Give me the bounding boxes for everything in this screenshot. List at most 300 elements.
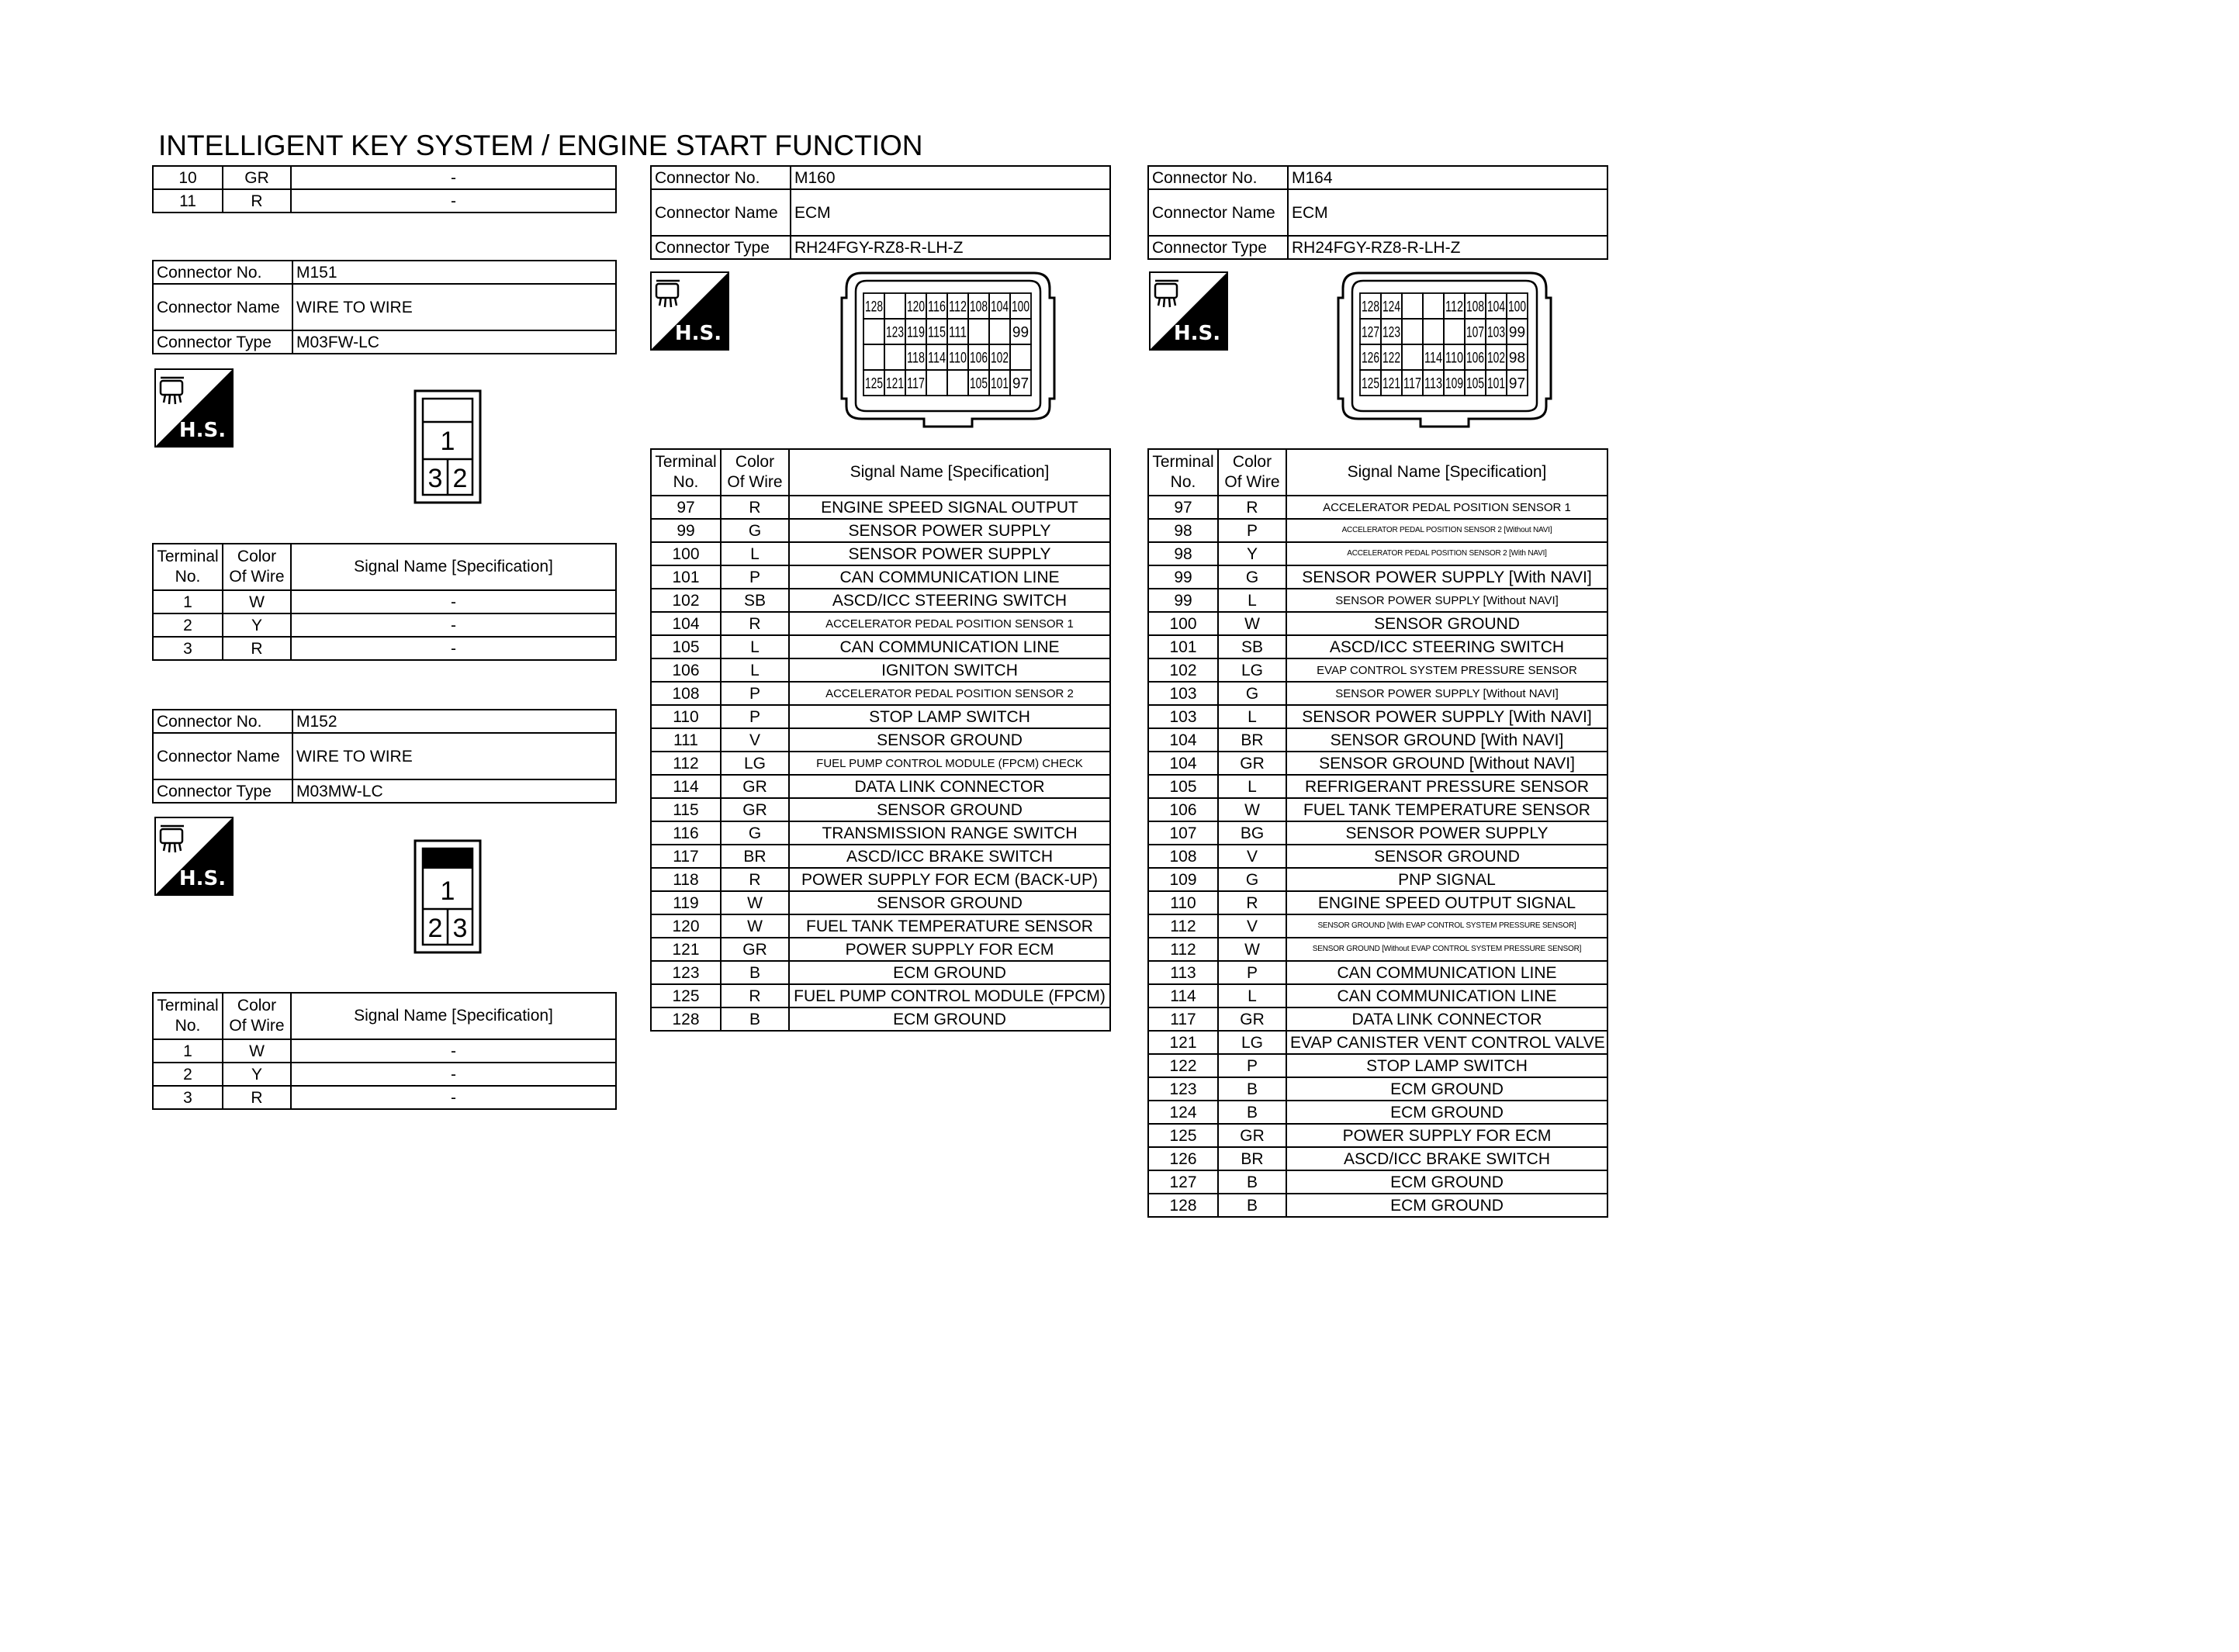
table-row <box>1148 635 1607 658</box>
pin-label: 107 <box>1466 324 1484 341</box>
wire-color-cell: GR <box>721 798 789 821</box>
table-row <box>153 166 616 189</box>
pin-label: 100 <box>1012 299 1030 316</box>
terminal-no-cell: 115 <box>651 798 721 821</box>
signal-name-cell: ACCELERATOR PEDAL POSITION SENSOR 2 [With NAVI] <box>1286 542 1607 565</box>
pin-label: 115 <box>928 324 946 341</box>
table-row <box>1148 658 1607 682</box>
wire-color-cell: L <box>1218 589 1286 612</box>
terminal-no-cell: 106 <box>651 658 721 682</box>
wire-color-cell: GR <box>1218 1124 1286 1147</box>
terminal-no-cell: 99 <box>1148 565 1218 589</box>
signal-name-cell: - <box>291 1063 616 1086</box>
table-row <box>651 728 1110 752</box>
m151-pin-3: 3 <box>427 464 443 493</box>
terminal-no-cell: 3 <box>153 637 223 660</box>
wire-color-cell: P <box>721 705 789 728</box>
wire-color-cell: B <box>721 1007 789 1031</box>
table-row <box>1148 752 1607 775</box>
wire-color-cell: P <box>721 565 789 589</box>
table-row <box>651 798 1110 821</box>
m152-connector-type: M03MW-LC <box>292 779 616 803</box>
table-row <box>651 752 1110 775</box>
terminal-no-cell: 107 <box>1148 821 1218 845</box>
connector-type-label: Connector Type <box>1148 236 1288 259</box>
m151-terminal-table <box>152 543 617 661</box>
color-of-wire-header: Color Of Wire <box>1218 449 1286 496</box>
table-row <box>1148 798 1607 821</box>
m152-terminal-table <box>152 992 617 1110</box>
table-row <box>153 613 616 637</box>
signal-name-cell: FUEL PUMP CONTROL MODULE (FPCM) <box>789 984 1110 1007</box>
signal-name-cell: SENSOR GROUND <box>789 891 1110 914</box>
hs-label: H.S. <box>674 322 722 345</box>
m151-connector-info <box>152 260 617 354</box>
m151-rows <box>153 590 616 660</box>
table-row <box>1148 775 1607 798</box>
color-of-wire-header: Color Of Wire <box>223 544 291 590</box>
wire-color-cell: L <box>1218 984 1286 1007</box>
table-row <box>651 775 1110 798</box>
hs-label: H.S. <box>178 867 227 890</box>
signal-name-cell: - <box>291 637 616 660</box>
hs-label: H.S. <box>178 419 227 442</box>
terminal-no-cell: 98 <box>1148 542 1218 565</box>
table-row <box>1148 496 1607 519</box>
wire-color-cell: R <box>223 189 291 213</box>
m151-pin-2: 2 <box>452 464 468 493</box>
signal-name-cell: ACCELERATOR PEDAL POSITION SENSOR 1 <box>1286 496 1607 519</box>
table-row <box>651 589 1110 612</box>
table-row <box>153 189 616 213</box>
wire-color-cell: LG <box>721 752 789 775</box>
signal-name-cell: TRANSMISSION RANGE SWITCH <box>789 821 1110 845</box>
signal-name-cell: ACCELERATOR PEDAL POSITION SENSOR 2 <box>789 682 1110 705</box>
table-row <box>651 914 1110 938</box>
signal-name-cell: - <box>291 590 616 613</box>
pin-label: 101 <box>991 375 1009 392</box>
wire-color-cell: G <box>721 821 789 845</box>
signal-name-cell: CAN COMMUNICATION LINE <box>1286 984 1607 1007</box>
pin-label: 103 <box>1487 324 1505 341</box>
signal-name-cell: ASCD/ICC STEERING SWITCH <box>789 589 1110 612</box>
pin-label: 125 <box>865 375 883 392</box>
pin-label: 123 <box>886 324 904 341</box>
wire-color-cell: P <box>721 682 789 705</box>
m152-connector-info <box>152 709 617 804</box>
terminal-no-cell: 113 <box>1148 961 1218 984</box>
table-row <box>1148 1124 1607 1147</box>
table-row <box>1148 1031 1607 1054</box>
m152-connector-name: WIRE TO WIRE <box>292 733 616 779</box>
terminal-no-cell: 112 <box>1148 938 1218 961</box>
m152-pin-2: 2 <box>427 914 443 943</box>
terminal-no-cell: 103 <box>1148 682 1218 705</box>
signal-name-cell: - <box>291 166 616 189</box>
wire-color-cell: V <box>1218 845 1286 868</box>
pin-label: 119 <box>907 324 925 341</box>
pin-label: 101 <box>1487 375 1505 392</box>
connector-name-label: Connector Name <box>651 189 791 236</box>
signal-name-cell: DATA LINK CONNECTOR <box>789 775 1110 798</box>
terminal-no-header: Terminal No. <box>651 449 721 496</box>
connector-no-label: Connector No. <box>153 261 292 284</box>
m152-pin-3: 3 <box>452 914 468 943</box>
signal-name-cell: ASCD/ICC BRAKE SWITCH <box>1286 1147 1607 1170</box>
table-row <box>1148 1147 1607 1170</box>
table-row <box>1148 612 1607 635</box>
table-row <box>1148 1194 1607 1217</box>
terminal-no-cell: 103 <box>1148 705 1218 728</box>
pin-label: 106 <box>1466 350 1484 367</box>
terminal-no-cell: 104 <box>1148 728 1218 752</box>
terminal-no-cell: 112 <box>651 752 721 775</box>
terminal-no-cell: 125 <box>651 984 721 1007</box>
terminal-no-cell: 98 <box>1148 519 1218 542</box>
table-row <box>1148 682 1607 705</box>
pin-label: 97 <box>1012 375 1030 392</box>
table-row <box>651 705 1110 728</box>
pin-label: 127 <box>1362 324 1379 341</box>
table-row <box>153 1039 616 1063</box>
m164-terminal-table <box>1147 448 1608 1218</box>
terminal-no-cell: 117 <box>651 845 721 868</box>
harness-side-icon <box>154 817 234 896</box>
table-row <box>651 635 1110 658</box>
wire-color-cell: BG <box>1218 821 1286 845</box>
wire-color-cell: B <box>721 961 789 984</box>
terminal-no-cell: 114 <box>651 775 721 798</box>
terminal-no-cell: 114 <box>1148 984 1218 1007</box>
signal-name-cell: ACCELERATOR PEDAL POSITION SENSOR 2 [Without NAVI] <box>1286 519 1607 542</box>
pin-label: 121 <box>886 375 904 392</box>
signal-name-header: Signal Name [Specification] <box>291 993 616 1039</box>
page-title: INTELLIGENT KEY SYSTEM / ENGINE START FUNCTION <box>158 130 923 161</box>
terminal-no-cell: 110 <box>651 705 721 728</box>
pin-label: 108 <box>970 299 988 316</box>
terminal-no-cell: 108 <box>651 682 721 705</box>
wire-color-cell: L <box>721 542 789 565</box>
pin-label: 121 <box>1383 375 1400 392</box>
signal-name-cell: - <box>291 613 616 637</box>
signal-name-cell: SENSOR POWER SUPPLY [With NAVI] <box>1286 565 1607 589</box>
wire-color-cell: GR <box>721 775 789 798</box>
terminal-no-header: Terminal No. <box>153 544 223 590</box>
terminal-no-cell: 118 <box>651 868 721 891</box>
m160-connector-face <box>840 267 1056 433</box>
pin-label: 125 <box>1362 375 1379 392</box>
signal-name-cell: FUEL TANK TEMPERATURE SENSOR <box>1286 798 1607 821</box>
m151-connector-type: M03FW-LC <box>292 330 616 354</box>
terminal-no-cell: 105 <box>651 635 721 658</box>
pin-label: 109 <box>1445 375 1463 392</box>
connector-no-label: Connector No. <box>651 166 791 189</box>
harness-side-icon <box>650 271 729 351</box>
table-row <box>1148 519 1607 542</box>
wire-color-cell: G <box>1218 868 1286 891</box>
signal-name-cell: STOP LAMP SWITCH <box>1286 1054 1607 1077</box>
wire-color-cell: W <box>1218 938 1286 961</box>
wire-color-cell: G <box>1218 682 1286 705</box>
signal-name-cell: EVAP CONTROL SYSTEM PRESSURE SENSOR <box>1286 658 1607 682</box>
terminal-no-cell: 124 <box>1148 1101 1218 1124</box>
harness-side-icon <box>1149 271 1228 351</box>
terminal-no-cell: 1 <box>153 1039 223 1063</box>
connector-type-label: Connector Type <box>153 779 292 803</box>
table-row <box>651 961 1110 984</box>
terminal-no-cell: 11 <box>153 189 223 213</box>
table-row <box>1148 821 1607 845</box>
table-row <box>651 682 1110 705</box>
wire-color-cell: GR <box>721 938 789 961</box>
table-row <box>651 891 1110 914</box>
pin-label: 104 <box>991 299 1009 316</box>
terminal-no-cell: 121 <box>651 938 721 961</box>
pin-label: 110 <box>1445 350 1463 367</box>
wire-color-cell: G <box>1218 565 1286 589</box>
signal-name-cell: ENGINE SPEED SIGNAL OUTPUT <box>789 496 1110 519</box>
signal-name-cell: SENSOR POWER SUPPLY [Without NAVI] <box>1286 682 1607 705</box>
signal-name-cell: SENSOR GROUND <box>789 728 1110 752</box>
terminal-no-cell: 102 <box>1148 658 1218 682</box>
wire-color-cell: R <box>223 637 291 660</box>
signal-name-cell: ECM GROUND <box>1286 1077 1607 1101</box>
terminal-no-cell: 104 <box>1148 752 1218 775</box>
signal-name-cell: SENSOR POWER SUPPLY [Without NAVI] <box>1286 589 1607 612</box>
signal-name-cell: SENSOR POWER SUPPLY <box>789 542 1110 565</box>
table-row <box>1148 542 1607 565</box>
signal-name-cell: PNP SIGNAL <box>1286 868 1607 891</box>
terminal-no-cell: 97 <box>1148 496 1218 519</box>
pin-label: 102 <box>991 350 1009 367</box>
terminal-no-cell: 123 <box>1148 1077 1218 1101</box>
m164-connector-face <box>1337 267 1552 433</box>
m152-connector-no: M152 <box>292 710 616 733</box>
table-row <box>651 496 1110 519</box>
table-row <box>1148 1077 1607 1101</box>
terminal-no-cell: 105 <box>1148 775 1218 798</box>
terminal-no-cell: 102 <box>651 589 721 612</box>
table-row <box>153 637 616 660</box>
table-row <box>1148 1170 1607 1194</box>
table-row <box>1148 1054 1607 1077</box>
pin-label: 98 <box>1508 350 1526 367</box>
signal-name-cell: ACCELERATOR PEDAL POSITION SENSOR 1 <box>789 612 1110 635</box>
wire-color-cell: W <box>721 891 789 914</box>
wire-color-cell: P <box>1218 961 1286 984</box>
signal-name-cell: SENSOR POWER SUPPLY [With NAVI] <box>1286 705 1607 728</box>
table-row <box>1148 938 1607 961</box>
pin-label: 116 <box>928 299 946 316</box>
connector-name-label: Connector Name <box>1148 189 1288 236</box>
wire-color-cell: BR <box>1218 728 1286 752</box>
wire-color-cell: W <box>1218 798 1286 821</box>
table-row <box>1148 728 1607 752</box>
signal-name-cell: CAN COMMUNICATION LINE <box>789 565 1110 589</box>
wire-color-cell: GR <box>1218 1007 1286 1031</box>
wire-color-cell: G <box>721 519 789 542</box>
signal-name-cell: STOP LAMP SWITCH <box>789 705 1110 728</box>
table-row <box>1148 891 1607 914</box>
wire-color-cell: W <box>721 914 789 938</box>
signal-name-cell: EVAP CANISTER VENT CONTROL VALVE <box>1286 1031 1607 1054</box>
table-row <box>651 658 1110 682</box>
m160-connector-type: RH24FGY-RZ8-R-LH-Z <box>791 236 1110 259</box>
table-row <box>651 821 1110 845</box>
wire-color-cell: Y <box>223 1063 291 1086</box>
signal-name-header: Signal Name [Specification] <box>291 544 616 590</box>
signal-name-cell: SENSOR GROUND <box>1286 612 1607 635</box>
m152-connector-face <box>414 839 483 956</box>
table-row <box>1148 845 1607 868</box>
signal-name-cell: SENSOR POWER SUPPLY <box>1286 821 1607 845</box>
table-row <box>1148 868 1607 891</box>
table-row <box>651 519 1110 542</box>
table-row <box>1148 1101 1607 1124</box>
wire-color-cell: BR <box>1218 1147 1286 1170</box>
wire-color-cell: R <box>721 984 789 1007</box>
terminal-no-cell: 117 <box>1148 1007 1218 1031</box>
wire-color-cell: W <box>223 1039 291 1063</box>
terminal-no-cell: 99 <box>651 519 721 542</box>
signal-name-cell: SENSOR GROUND <box>789 798 1110 821</box>
wire-color-cell: Y <box>1218 542 1286 565</box>
hs-label: H.S. <box>1173 322 1221 345</box>
wire-color-cell: GR <box>223 166 291 189</box>
table-row <box>651 868 1110 891</box>
m160-connector-name: ECM <box>791 189 1110 236</box>
signal-name-cell: IGNITON SWITCH <box>789 658 1110 682</box>
terminal-no-cell: 119 <box>651 891 721 914</box>
terminal-no-cell: 112 <box>1148 914 1218 938</box>
table-row <box>651 612 1110 635</box>
signal-name-cell: FUEL PUMP CONTROL MODULE (FPCM) CHECK <box>789 752 1110 775</box>
terminal-no-header: Terminal No. <box>1148 449 1218 496</box>
m164-connector-type: RH24FGY-RZ8-R-LH-Z <box>1288 236 1607 259</box>
pin-label: 124 <box>1383 299 1401 316</box>
table-row <box>651 938 1110 961</box>
wire-color-cell: Y <box>223 613 291 637</box>
partial-rows <box>153 166 616 213</box>
table-row <box>1148 1007 1607 1031</box>
table-row <box>651 565 1110 589</box>
pin-label: 102 <box>1487 350 1505 367</box>
wire-color-cell: V <box>1218 914 1286 938</box>
signal-name-header: Signal Name [Specification] <box>1286 449 1607 496</box>
color-of-wire-header: Color Of Wire <box>721 449 789 496</box>
wire-color-cell: LG <box>1218 658 1286 682</box>
wire-color-cell: SB <box>721 589 789 612</box>
wire-color-cell: R <box>1218 496 1286 519</box>
terminal-no-cell: 121 <box>1148 1031 1218 1054</box>
connector-no-label: Connector No. <box>1148 166 1288 189</box>
wire-color-cell: R <box>223 1086 291 1109</box>
terminal-no-header: Terminal No. <box>153 993 223 1039</box>
pin-label: 118 <box>907 350 925 367</box>
terminal-no-cell: 100 <box>651 542 721 565</box>
wire-color-cell: L <box>1218 705 1286 728</box>
table-row <box>651 845 1110 868</box>
m164-connector-info <box>1147 165 1608 260</box>
table-row <box>1148 914 1607 938</box>
signal-name-cell: ECM GROUND <box>789 1007 1110 1031</box>
signal-name-cell: REFRIGERANT PRESSURE SENSOR <box>1286 775 1607 798</box>
terminal-no-cell: 109 <box>1148 868 1218 891</box>
wire-color-cell: L <box>721 658 789 682</box>
pin-label: 114 <box>1424 350 1443 367</box>
terminal-no-cell: 116 <box>651 821 721 845</box>
m152-pin-1: 1 <box>440 876 455 906</box>
terminal-no-cell: 120 <box>651 914 721 938</box>
wire-color-cell: W <box>223 590 291 613</box>
wire-color-cell: L <box>721 635 789 658</box>
wire-color-cell: W <box>1218 612 1286 635</box>
terminal-no-cell: 1 <box>153 590 223 613</box>
m151-connector-no: M151 <box>292 261 616 284</box>
signal-name-cell: SENSOR GROUND [With EVAP CONTROL SYSTEM PRESSURE SENSOR] <box>1286 914 1607 938</box>
signal-name-cell: ASCD/ICC BRAKE SWITCH <box>789 845 1110 868</box>
wire-color-cell: R <box>721 868 789 891</box>
connector-type-label: Connector Type <box>651 236 791 259</box>
terminal-no-cell: 127 <box>1148 1170 1218 1194</box>
table-row <box>153 1086 616 1109</box>
signal-name-cell: ECM GROUND <box>1286 1170 1607 1194</box>
connector-type-label: Connector Type <box>153 330 292 354</box>
wire-color-cell: L <box>1218 775 1286 798</box>
m151-pin-1: 1 <box>440 427 455 456</box>
pin-label: 105 <box>1466 375 1484 392</box>
wire-color-cell: SB <box>1218 635 1286 658</box>
signal-name-cell: - <box>291 1086 616 1109</box>
terminal-no-cell: 2 <box>153 613 223 637</box>
signal-name-cell: DATA LINK CONNECTOR <box>1286 1007 1607 1031</box>
pin-label: 123 <box>1383 324 1400 341</box>
terminal-no-cell: 108 <box>1148 845 1218 868</box>
partial-terminal-table <box>152 165 617 213</box>
wire-color-cell: P <box>1218 1054 1286 1077</box>
signal-name-cell: ENGINE SPEED OUTPUT SIGNAL <box>1286 891 1607 914</box>
signal-name-cell: FUEL TANK TEMPERATURE SENSOR <box>789 914 1110 938</box>
pin-label: 117 <box>907 375 925 392</box>
pin-label: 99 <box>1508 324 1526 341</box>
signal-name-cell: - <box>291 1039 616 1063</box>
pin-label: 105 <box>970 375 988 392</box>
terminal-no-cell: 10 <box>153 166 223 189</box>
signal-name-header: Signal Name [Specification] <box>789 449 1110 496</box>
pin-label: 97 <box>1508 375 1526 392</box>
pin-label: 120 <box>907 299 925 316</box>
m160-connector-info <box>650 165 1111 260</box>
signal-name-cell: SENSOR GROUND <box>1286 845 1607 868</box>
signal-name-cell: ASCD/ICC STEERING SWITCH <box>1286 635 1607 658</box>
table-row <box>153 590 616 613</box>
pin-label: 104 <box>1487 299 1506 316</box>
terminal-no-cell: 125 <box>1148 1124 1218 1147</box>
connector-name-label: Connector Name <box>153 733 292 779</box>
wire-color-cell: B <box>1218 1101 1286 1124</box>
pin-label: 117 <box>1403 375 1421 392</box>
m152-rows <box>153 1039 616 1109</box>
table-row <box>651 542 1110 565</box>
signal-name-cell: POWER SUPPLY FOR ECM <box>789 938 1110 961</box>
signal-name-cell: ECM GROUND <box>1286 1101 1607 1124</box>
table-row <box>153 1063 616 1086</box>
table-row <box>651 984 1110 1007</box>
terminal-no-cell: 100 <box>1148 612 1218 635</box>
connector-name-label: Connector Name <box>153 284 292 330</box>
terminal-no-cell: 111 <box>651 728 721 752</box>
wire-color-cell: LG <box>1218 1031 1286 1054</box>
